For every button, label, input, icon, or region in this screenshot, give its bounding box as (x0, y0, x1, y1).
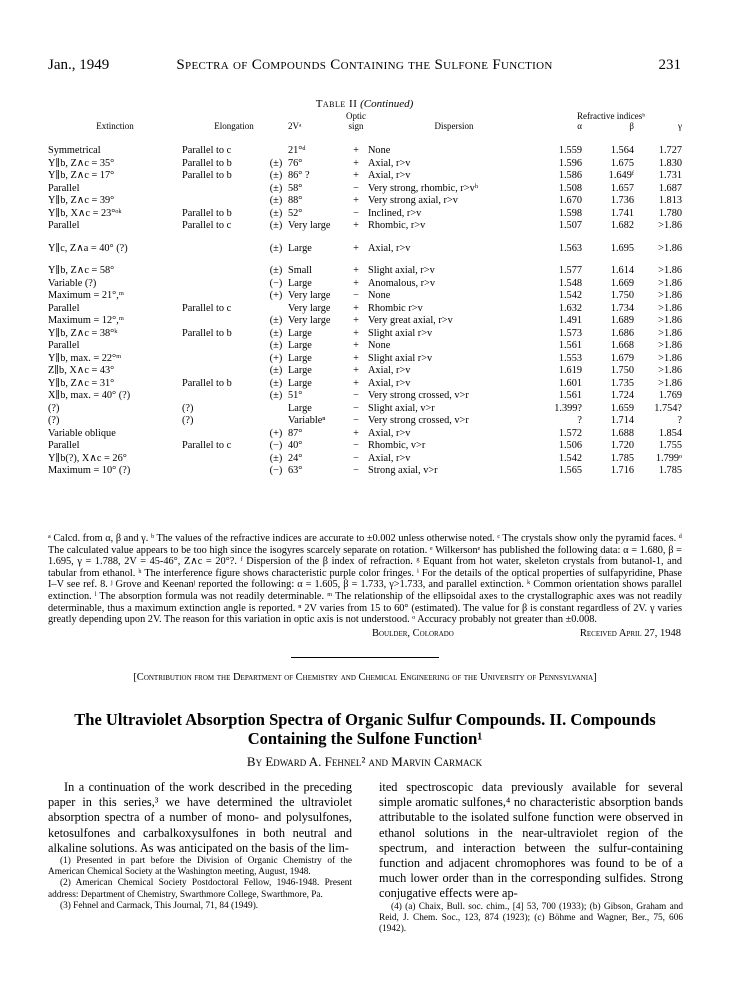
cell-extinction: Parallel (48, 302, 80, 314)
cell-2v: Large (288, 402, 312, 414)
header-title: Spectra of Compounds Containing the Sulfone Function (176, 57, 553, 73)
cell-2v: 51° (288, 390, 303, 401)
footnote-3: (3) Fehnel and Carmack, This Journal, 71, 84 (1949). (60, 900, 259, 911)
cell-2v: Large (288, 377, 312, 389)
cell-gamma: >1.86 (658, 327, 682, 339)
table-row (48, 265, 682, 278)
col-alpha: α (577, 121, 582, 131)
cell-gamma: 1.754? (654, 402, 682, 414)
cell-beta: 1.688 (610, 427, 634, 439)
table-row (48, 353, 682, 366)
cell-extinction: Y∥b, max. = 22°ᵐ (48, 352, 122, 364)
table-row (48, 170, 682, 183)
cell-elongation-sign: (±) (269, 265, 283, 276)
cell-2v: 21°ᵈ (288, 145, 306, 156)
cell-elongation (182, 290, 266, 303)
cell-extinction: Y∥b, Z∧c = 17° (48, 170, 115, 181)
cell-alpha: 1.491 (558, 315, 582, 326)
cell-alpha: 1.670 (558, 195, 582, 206)
cell-optic-sign: + (353, 427, 359, 439)
cell-elongation-sign (266, 145, 286, 158)
cell-elongation-sign: (±) (269, 340, 283, 351)
table-row (48, 290, 682, 303)
place-city: Boulder, Colorado (372, 628, 454, 639)
cell-optic-sign: − (353, 465, 359, 476)
table-row (48, 440, 682, 453)
header-date: Jan., 1949 (48, 57, 110, 73)
col-elongation: Elongation (214, 121, 254, 131)
table-row (48, 220, 682, 233)
cell-2v: Very large (288, 302, 331, 314)
cell-alpha: 1.561 (558, 340, 582, 351)
cell-beta: 1.689 (610, 315, 634, 326)
cell-optic-sign: − (353, 390, 359, 401)
cell-gamma: >1.86 (658, 290, 682, 301)
cell-elongation-sign: (−) (269, 465, 283, 476)
cell-extinction: Y∥b, Z∧c = 58° (48, 265, 115, 276)
cell-alpha: 1.506 (558, 440, 582, 451)
footnotes-left (48, 856, 352, 912)
cell-extinction: (?) (48, 402, 60, 414)
cell-elongation-sign: (+) (269, 427, 283, 439)
cell-beta: 1.695 (610, 242, 634, 254)
cell-elongation-sign: (±) (269, 220, 283, 231)
cell-elongation-sign: (±) (269, 182, 283, 194)
cell-alpha: ? (577, 415, 582, 426)
table-row (48, 208, 682, 221)
cell-beta: 1.686 (610, 327, 634, 339)
cell-elongation-sign: (±) (269, 207, 283, 219)
cell-alpha: 1.542 (558, 290, 582, 301)
cell-dispersion: Rhombic, r>v (368, 220, 426, 231)
cell-extinction: Maximum = 10° (?) (48, 465, 131, 476)
cell-2v: 58° (288, 182, 303, 194)
cell-alpha: 1.563 (558, 242, 582, 254)
cell-2v: 86° ? (288, 170, 310, 181)
cell-2v: Variableⁿ (288, 415, 326, 426)
table-row (48, 328, 682, 341)
cell-elongation: Parallel to b (182, 377, 232, 389)
col-2v: 2Vᵃ (288, 121, 302, 131)
cell-optic-sign: + (353, 145, 359, 156)
cell-beta: 1.724 (610, 390, 634, 401)
cell-gamma: >1.86 (658, 302, 682, 314)
cell-optic-sign: + (353, 265, 359, 276)
cell-elongation-sign (266, 415, 286, 428)
cell-elongation (182, 183, 266, 196)
cell-beta: 1.669 (610, 277, 634, 289)
cell-optic-sign: + (353, 220, 359, 231)
cell-alpha: 1.586 (558, 170, 582, 181)
cell-elongation-sign: (±) (269, 157, 283, 169)
cell-optic-sign: − (353, 452, 359, 464)
cell-elongation-sign: (±) (269, 315, 283, 326)
cell-elongation-sign: (±) (269, 195, 283, 206)
cell-extinction: Variable (?) (48, 277, 97, 289)
cell-gamma: >1.86 (658, 265, 682, 276)
table-row (48, 403, 682, 416)
cell-gamma: >1.86 (658, 242, 682, 254)
cell-optic-sign: − (353, 290, 359, 301)
table-row-spacer (48, 233, 682, 243)
cell-extinction: (?) (48, 415, 60, 426)
col-optic-label-1: Optic (346, 112, 366, 121)
running-header (48, 57, 681, 77)
cell-beta: 1.714 (610, 415, 634, 426)
footnotes-right (379, 902, 683, 936)
cell-dispersion: Axial, r>v (368, 170, 411, 181)
cell-extinction: Y∥c, Z∧a = 40° (?) (48, 242, 128, 254)
cell-elongation: Parallel to b (182, 157, 232, 169)
table-row (48, 390, 682, 403)
cell-extinction: Y∥b, Z∧c = 31° (48, 377, 115, 389)
cell-elongation-sign (266, 303, 286, 316)
cell-2v: 87° (288, 427, 303, 439)
cell-alpha: 1.399? (554, 402, 582, 414)
cell-alpha: 1.632 (558, 302, 582, 314)
col-beta: β (629, 121, 634, 131)
cell-elongation-sign: (−) (269, 277, 283, 289)
table-row (48, 378, 682, 391)
footnote-1: (1) Presented in part before the Division of Organic Chemistry of the American Chemical Society at the Washington meeting, August, 1948. (48, 856, 352, 878)
table-row (48, 243, 682, 256)
cell-gamma: 1.813 (658, 195, 682, 206)
col-gamma: γ (678, 121, 682, 131)
col-refractive-indices: Refractive indicesᵇ (576, 112, 645, 121)
cell-elongation: Parallel to c (182, 220, 232, 231)
table-body (48, 145, 682, 478)
cell-elongation: (?) (182, 415, 194, 426)
col-dispersion: Dispersion (434, 121, 474, 131)
cell-alpha: 1.577 (558, 265, 582, 276)
cell-beta: 1.649ᶠ (608, 170, 634, 181)
table-row (48, 158, 682, 171)
cell-extinction: Z∥b, X∧c = 43° (48, 365, 115, 376)
cell-optic-sign: + (353, 327, 359, 339)
cell-extinction: Parallel (48, 182, 80, 194)
cell-elongation: Parallel to b (182, 207, 232, 219)
cell-alpha: 1.561 (558, 390, 582, 401)
table-row (48, 465, 682, 478)
cell-dispersion: Very strong, rhombic, r>vʰ (368, 182, 479, 194)
cell-dispersion: Strong axial, v>r (368, 465, 438, 476)
cell-dispersion: Rhombic r>v (368, 302, 423, 314)
cell-2v: Large (288, 327, 312, 339)
cell-gamma: >1.86 (658, 315, 682, 326)
optical-properties-table (48, 112, 682, 478)
table-row (48, 183, 682, 196)
cell-extinction: Y∥b, Z∧c = 35° (48, 157, 115, 169)
cell-optic-sign: + (353, 302, 359, 314)
cell-optic-sign: − (353, 207, 359, 219)
cell-elongation (182, 465, 266, 478)
place-line (0, 628, 729, 642)
cell-elongation-sign: (+) (269, 290, 283, 301)
cell-dispersion: Very strong crossed, v>r (368, 390, 469, 401)
cell-beta: 1.657 (610, 182, 634, 194)
cell-beta: 1.785 (610, 452, 634, 464)
cell-elongation-sign: (±) (269, 327, 283, 339)
cell-2v: 76° (288, 157, 303, 169)
cell-dispersion: Very great axial, r>v (368, 315, 453, 326)
cell-dispersion: None (368, 290, 391, 301)
table-row (48, 365, 682, 378)
cell-beta: 1.750 (610, 365, 634, 376)
table-row (48, 415, 682, 428)
cell-beta: 1.668 (610, 340, 634, 351)
table-footnotes: ᵃ Calcd. from α, β and γ. ᵇ The values of the refractive indices are accurate to ±0.002 unless otherwise noted. ᶜ The crystals show only the pyramid faces. ᵈ The calculated value appears to be too high since the isogyres scarcely separate on rotation. ᵉ Wilkersonᵉ has published the following data: α = 1.680, β = 1.695, γ = 1.788, 2V = 45-46°, Z∧c = 20°?. ᶠ Dispersion of the β index of refraction. ᵍ Equant from hot water, skeleton crystals from butanol-1, and tabular from ethanol. ʰ The interference figure shows characteristic purple color fringes. ⁱ For the details of the optical properties of sulfapyridine, Phase I–V see ref. 8. ʲ Grove and Keenanʲ reported the following: α = 1.605, β = 1.733, γ>1.733, and parallel extinction. ᵏ Common orientation shows parallel extinction. ˡ The absorption formula was not readily determinable. ᵐ The relationship of the ellipsoidal axes to the crystallographic axes was not readily determinable, thus a maximum extinction angle is reported. ⁿ 2V varies from 15 to 60° (estimated). The value for β is constant regardless of 2V. γ varies greatly depending upon 2V. The reason for this variation in optic axis is not understood. ᵒ Accuracy probably not greater than ±0.008. (48, 533, 682, 626)
cell-alpha: 1.598 (558, 207, 582, 219)
cell-2v: 40° (288, 440, 303, 451)
footnote-2: (2) American Chemical Society Postdoctoral Fellow, 1946-1948. Present address: Department of Chemistry, Swarthmore College, Swarthmore, Pa. (48, 878, 352, 900)
cell-beta: 1.679 (610, 352, 634, 364)
cell-gamma: 1.755 (658, 440, 682, 451)
cell-gamma: >1.86 (658, 220, 682, 231)
cell-extinction: Parallel (48, 340, 80, 351)
table-title (0, 98, 729, 110)
article-title-line-1: The Ultraviolet Absorption Spectra of Organic Sulfur Compounds. II. Compounds (74, 710, 656, 729)
cell-gamma: 1.731 (658, 170, 682, 181)
cell-beta: 1.720 (610, 440, 634, 451)
cell-dispersion: Rhombic, v>r (368, 440, 426, 451)
cell-optic-sign: + (353, 352, 359, 364)
cell-gamma: >1.86 (658, 352, 682, 364)
cell-alpha: 1.542 (558, 452, 582, 464)
cell-gamma: >1.86 (658, 277, 682, 289)
table-row (48, 315, 682, 328)
cell-gamma: >1.86 (658, 340, 682, 351)
cell-2v: Large (288, 365, 312, 376)
cell-dispersion: Very strong crossed, v>r (368, 415, 469, 426)
cell-dispersion: None (368, 145, 391, 156)
body-column-left (48, 780, 352, 912)
cell-gamma: 1.727 (658, 145, 682, 156)
cell-optic-sign: − (353, 440, 359, 451)
cell-extinction: X∥b, max. = 40° (?) (48, 390, 131, 401)
cell-gamma: >1.86 (658, 365, 682, 376)
cell-gamma: 1.830 (658, 157, 682, 169)
cell-beta: 1.741 (610, 207, 634, 219)
cell-elongation (182, 243, 266, 256)
table-header-row-2 (48, 122, 682, 132)
cell-optic-sign: + (353, 242, 359, 254)
cell-elongation (182, 315, 266, 328)
cell-alpha: 1.553 (558, 352, 582, 364)
cell-beta: 1.564 (610, 145, 634, 156)
cell-optic-sign: + (353, 340, 359, 351)
page-number: 231 (658, 57, 681, 73)
cell-dispersion: Inclined, r>v (368, 207, 422, 219)
cell-2v: Very large (288, 220, 331, 231)
cell-dispersion: Slight axial, v>r (368, 402, 435, 414)
cell-dispersion: Axial, r>v (368, 242, 411, 254)
cell-elongation-sign: (±) (269, 170, 283, 181)
cell-dispersion: Axial, r>v (368, 427, 411, 439)
cell-elongation (182, 353, 266, 366)
cell-elongation (182, 195, 266, 208)
cell-alpha: 1.601 (558, 377, 582, 389)
cell-dispersion: Very strong axial, r>v (368, 195, 458, 206)
cell-alpha: 1.559 (558, 145, 582, 156)
cell-2v: 88° (288, 195, 303, 206)
cell-gamma: 1.780 (658, 207, 682, 219)
cell-gamma: 1.769 (658, 390, 682, 401)
received-date: Received April 27, 1948 (579, 628, 681, 639)
cell-alpha: 1.507 (558, 220, 582, 231)
article-title (48, 710, 682, 748)
cell-optic-sign: + (353, 157, 359, 169)
table-label-suffix: (Continued) (360, 98, 414, 110)
cell-dispersion: Axial, r>v (368, 157, 411, 169)
cell-elongation: (?) (182, 402, 194, 414)
cell-optic-sign: + (353, 195, 359, 206)
contribution-note: [Contribution from the Department of Chemistry and Chemical Engineering of the University of Pennsylvania] (133, 672, 597, 683)
cell-beta: 1.675 (610, 157, 634, 169)
cell-extinction: Y∥b, Z∧c = 39° (48, 195, 115, 206)
cell-extinction: Maximum = 12°,ᵐ (48, 315, 124, 326)
footnote-4: (4) (a) Chaix, Bull. soc. chim., [4] 53, 700 (1933); (b) Gibson, Graham and Reid, J. Chem. Soc., 123, 874 (1923); (c) Böhme and Wagner, Ber., 75, 606 (1942). (379, 901, 683, 935)
section-divider (291, 657, 439, 658)
cell-alpha: 1.572 (558, 427, 582, 439)
cell-elongation (182, 265, 266, 278)
cell-elongation: Parallel to c (182, 302, 232, 314)
cell-elongation: Parallel to b (182, 327, 232, 339)
cell-elongation (182, 428, 266, 441)
cell-elongation-sign: (±) (269, 242, 283, 254)
cell-elongation-sign: (±) (269, 390, 283, 401)
cell-dispersion: Slight axial r>v (368, 352, 433, 364)
cell-extinction: Variable oblique (48, 427, 116, 439)
cell-optic-sign: + (353, 365, 359, 376)
cell-elongation (182, 390, 266, 403)
col-extinction: Extinction (96, 121, 134, 131)
cell-extinction: Y∥b, Z∧c = 38°ᵏ (48, 327, 118, 339)
cell-elongation: Parallel to c (182, 440, 232, 451)
cell-alpha: 1.619 (558, 365, 582, 376)
cell-dispersion: Axial, r>v (368, 452, 411, 464)
cell-optic-sign: − (353, 415, 359, 426)
cell-alpha: 1.548 (558, 277, 582, 289)
cell-alpha: 1.565 (558, 465, 582, 476)
table-row (48, 453, 682, 466)
cell-gamma: 1.785 (658, 465, 682, 476)
cell-dispersion: Anomalous, r>v (368, 277, 436, 289)
cell-elongation-sign: (+) (269, 352, 283, 364)
cell-elongation-sign (266, 403, 286, 416)
cell-dispersion: None (368, 340, 391, 351)
cell-beta: 1.614 (610, 265, 634, 276)
body-paragraph-left: In a continuation of the work described in the preceding paper in this series,³ we have determined the ultraviolet absorption spectra of a number of mono- and polysulfones, ketosulfones and carbalkoxysulfones in both neutral and alkaline solutions. As was anticipated on the basis of the lim- (48, 780, 352, 855)
cell-elongation: Parallel to c (182, 145, 232, 156)
cell-2v: Very large (288, 290, 331, 301)
cell-2v: Large (288, 277, 312, 289)
cell-gamma: 1.687 (658, 182, 682, 194)
cell-extinction: Symmetrical (48, 145, 101, 156)
cell-alpha: 1.508 (558, 182, 582, 194)
body-column-right (379, 780, 683, 935)
cell-optic-sign: + (353, 170, 359, 181)
table-label: Table II (315, 98, 358, 110)
cell-beta: 1.716 (610, 465, 634, 476)
table-row (48, 145, 682, 158)
cell-beta: 1.736 (610, 195, 634, 206)
cell-extinction: Y∥b, X∧c = 23°ᵒᵏ (48, 207, 122, 219)
cell-extinction: Parallel (48, 220, 80, 231)
cell-optic-sign: + (353, 377, 359, 389)
cell-beta: 1.735 (610, 377, 634, 389)
cell-alpha: 1.573 (558, 327, 582, 339)
cell-2v: Large (288, 352, 312, 364)
cell-dispersion: Slight axial, r>v (368, 265, 435, 276)
cell-elongation (182, 453, 266, 466)
cell-gamma: 1.854 (658, 427, 682, 439)
cell-extinction: Y∥b(?), X∧c = 26° (48, 452, 127, 464)
cell-elongation-sign: (−) (269, 440, 283, 451)
cell-dispersion: Axial, r>v (368, 365, 411, 376)
cell-2v: 63° (288, 465, 303, 476)
cell-elongation-sign: (±) (269, 452, 283, 464)
table-row-spacer (48, 255, 682, 265)
cell-elongation (182, 278, 266, 291)
cell-2v: Small (288, 265, 313, 276)
cell-elongation: Parallel to b (182, 170, 232, 181)
cell-elongation (182, 340, 266, 353)
cell-beta: 1.750 (610, 290, 634, 301)
cell-2v: Large (288, 242, 312, 254)
cell-dispersion: Axial, r>v (368, 377, 411, 389)
cell-gamma: ? (677, 415, 682, 426)
cell-extinction: Parallel (48, 440, 80, 451)
cell-gamma: >1.86 (658, 377, 682, 389)
cell-alpha: 1.596 (558, 157, 582, 169)
cell-2v: 24° (288, 452, 303, 464)
cell-beta: 1.659 (610, 402, 634, 414)
table-row (48, 303, 682, 316)
col-optic-label-2: sign (348, 121, 364, 131)
table-header-row-1 (48, 112, 682, 122)
body-paragraph-right: ited spectroscopic data previously available for several simple aromatic sulfones,⁴ no characteristic absorption bands attributable to the isolated sulfone function were observed in ethanol solutions in the near-ultraviolet region of the spectrum, and interaction between the sulfur-containing function and adjacent chromophores was found to be of a much lower order than in the corresponding sulfides. Strong conjugative effects were ap- (379, 780, 683, 901)
cell-optic-sign: − (353, 182, 359, 194)
cell-2v: 52° (288, 207, 303, 219)
cell-elongation-sign: (±) (269, 377, 283, 389)
cell-optic-sign: + (353, 277, 359, 289)
cell-beta: 1.682 (610, 220, 634, 231)
article-authors: By Edward A. Fehnel² and Marvin Carmack (246, 754, 483, 769)
cell-gamma: 1.799ᵒ (655, 452, 682, 464)
cell-2v: Large (288, 340, 312, 351)
table-row (48, 340, 682, 353)
cell-optic-sign: + (353, 315, 359, 326)
cell-optic-sign: − (353, 402, 359, 414)
cell-elongation-sign: (±) (269, 365, 283, 376)
table-row (48, 195, 682, 208)
cell-dispersion: Slight axial r>v (368, 327, 433, 339)
table-row (48, 278, 682, 291)
cell-beta: 1.734 (610, 302, 634, 314)
article-title-line-2: Containing the Sulfone Function¹ (247, 729, 483, 748)
cell-elongation (182, 365, 266, 378)
cell-2v: Very large (288, 315, 331, 326)
table-row (48, 428, 682, 441)
cell-extinction: Maximum = 21°,ᵐ (48, 290, 124, 301)
